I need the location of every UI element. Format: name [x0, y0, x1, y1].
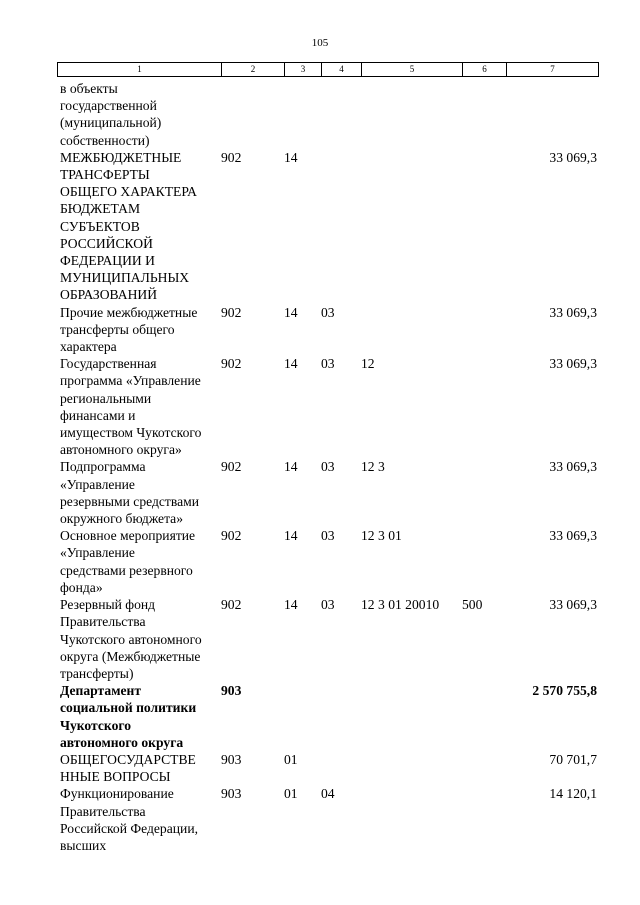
expense-type-code: 500 — [462, 597, 483, 613]
row-name-line: Российской Федерации, — [60, 820, 198, 836]
row-name-line: «Управление — [60, 545, 135, 561]
row-name-line: Прочие межбюджетные — [60, 304, 198, 320]
row-name-line: Департамент — [60, 683, 142, 699]
amount: 33 069,3 — [549, 356, 597, 372]
column-number-header — [57, 62, 599, 77]
row-name-line: Правительства — [60, 803, 146, 819]
row-name-line: ТРАНСФЕРТЫ — [60, 167, 150, 183]
header-col-5: 5 — [362, 63, 463, 77]
row-name-line: трансферты) — [60, 665, 134, 681]
table-row — [57, 596, 598, 682]
table-row — [57, 304, 598, 356]
section-code: 14 — [284, 597, 298, 613]
row-name — [57, 785, 221, 854]
table-row — [57, 80, 598, 149]
target-article-code: 12 3 01 20010 — [361, 597, 440, 613]
target-article-code: 12 3 — [361, 459, 385, 475]
table-row — [57, 355, 598, 458]
row-name-line: (муниципальной) — [60, 115, 162, 131]
ministry-code: 902 — [221, 356, 242, 372]
ministry-code: 903 — [221, 751, 242, 767]
ministry-code: 902 — [221, 149, 242, 165]
table-row — [57, 458, 598, 527]
subsection-code: 03 — [321, 597, 335, 613]
amount: 33 069,3 — [549, 304, 597, 320]
table-row — [57, 751, 598, 785]
row-name-line: Функционирование — [60, 786, 174, 802]
header-col-1: 1 — [58, 63, 222, 77]
section-code — [284, 682, 321, 751]
row-name-line: «Управление — [60, 476, 135, 492]
row-name-line: региональными — [60, 390, 152, 406]
row-name-line: ОБРАЗОВАНИЙ — [60, 287, 158, 303]
row-name-line: ФЕДЕРАЦИИ И — [60, 253, 155, 269]
row-name-line: имуществом Чукотского — [60, 425, 202, 441]
row-name-line: трансферты общего — [60, 321, 175, 337]
amount: 70 701,7 — [549, 751, 597, 767]
ministry-code: 903 — [221, 683, 242, 699]
target-article-code — [361, 682, 462, 751]
row-name-line: МУНИЦИПАЛЬНЫХ — [60, 270, 190, 286]
subsection-code: 03 — [321, 304, 335, 320]
section-code: 14 — [284, 304, 298, 320]
section-code — [284, 80, 321, 149]
expense-type-code — [462, 458, 506, 527]
amount: 33 069,3 — [549, 459, 597, 475]
table-row — [57, 682, 598, 751]
expense-type-code — [462, 149, 506, 304]
row-name-line: Государственная — [60, 356, 157, 372]
row-name-line: собственности) — [60, 132, 150, 148]
subsection-code: 04 — [321, 786, 335, 802]
row-name-line: Чукотского автономного — [60, 631, 202, 647]
row-name-line: финансами и — [60, 407, 136, 423]
subsection-code: 03 — [321, 528, 335, 544]
section-code: 14 — [284, 356, 298, 372]
row-name-line: в объекты — [60, 81, 118, 96]
row-name-line: ОБЩЕГО ХАРАКТЕРА — [60, 184, 197, 200]
row-name-line: РОССИЙСКОЙ — [60, 235, 153, 251]
row-name-line: Основное мероприятие — [60, 528, 196, 544]
expense-type-code — [462, 785, 506, 854]
header-col-2: 2 — [222, 63, 285, 77]
table-row — [57, 527, 598, 596]
row-name-line: округа (Межбюджетные — [60, 648, 201, 664]
row-name-line: высших — [60, 837, 107, 853]
subsection-code — [321, 751, 361, 785]
target-article-code: 12 — [361, 356, 375, 372]
row-name — [57, 355, 221, 458]
amount: 33 069,3 — [549, 597, 597, 613]
target-article-code — [361, 751, 462, 785]
amount: 2 570 755,8 — [532, 683, 597, 699]
header-col-6: 6 — [463, 63, 507, 77]
header-col-4: 4 — [322, 63, 362, 77]
row-name-line: Чукотского — [60, 717, 132, 733]
ministry-code: 902 — [221, 597, 242, 613]
row-name-line: БЮДЖЕТАМ — [60, 201, 141, 217]
budget-table-body — [57, 80, 598, 854]
expense-type-code — [462, 751, 506, 785]
row-name-line: МЕЖБЮДЖЕТНЫЕ — [60, 149, 182, 165]
section-code: 01 — [284, 751, 298, 767]
ministry-code — [221, 80, 284, 149]
section-code: 14 — [284, 149, 298, 165]
target-article-code: 12 3 01 — [361, 528, 402, 544]
expense-type-code — [462, 80, 506, 149]
expense-type-code — [462, 682, 506, 751]
row-name-line: Резервный фонд — [60, 597, 156, 613]
subsection-code: 03 — [321, 459, 335, 475]
target-article-code — [361, 80, 462, 149]
row-name-line: государственной — [60, 98, 157, 114]
row-name — [57, 304, 221, 356]
row-name-line: СУБЪЕКТОВ — [60, 218, 140, 234]
page-number: 105 — [311, 37, 329, 49]
row-name — [57, 458, 221, 527]
row-name — [57, 596, 221, 682]
target-article-code — [361, 785, 462, 854]
row-name-line: Подпрограмма — [60, 459, 146, 475]
amount: 33 069,3 — [549, 149, 597, 165]
row-name-line: ОБЩЕГОСУДАРСТВЕ — [60, 751, 196, 767]
ministry-code: 902 — [221, 459, 242, 475]
expense-type-code — [462, 355, 506, 458]
subsection-code — [321, 682, 361, 751]
row-name — [57, 751, 221, 785]
header-col-7: 7 — [507, 63, 599, 77]
row-name-line: фонда» — [60, 579, 103, 595]
expense-type-code — [462, 304, 506, 356]
ministry-code: 902 — [221, 528, 242, 544]
row-name-line: средствами резервного — [60, 562, 193, 578]
header-col-3: 3 — [285, 63, 322, 77]
section-code: 01 — [284, 786, 298, 802]
subsection-code — [321, 80, 361, 149]
row-name-line: резервными средствами — [60, 493, 200, 509]
row-name-line: автономного округа» — [60, 442, 182, 458]
ministry-code: 902 — [221, 304, 242, 320]
row-name-line: Правительства — [60, 614, 146, 630]
row-name-line: характера — [60, 339, 117, 355]
section-code: 14 — [284, 528, 298, 544]
row-name-line: социальной политики — [60, 700, 197, 716]
section-code: 14 — [284, 459, 298, 475]
target-article-code — [361, 149, 462, 304]
row-name — [57, 80, 221, 149]
row-name-line: программа «Управление — [60, 373, 201, 389]
subsection-code — [321, 149, 361, 304]
target-article-code — [361, 304, 462, 356]
ministry-code: 903 — [221, 786, 242, 802]
table-row — [57, 149, 598, 304]
row-name — [57, 527, 221, 596]
row-name — [57, 149, 221, 304]
table-row — [57, 785, 598, 854]
row-name-line: окружного бюджета» — [60, 511, 184, 527]
expense-type-code — [462, 527, 506, 596]
amount: 14 120,1 — [549, 786, 597, 802]
amount — [506, 80, 598, 149]
row-name — [57, 682, 221, 751]
row-name-line: автономного округа — [60, 734, 184, 750]
subsection-code: 03 — [321, 356, 335, 372]
amount: 33 069,3 — [549, 528, 597, 544]
row-name-line: ННЫЕ ВОПРОСЫ — [60, 769, 171, 785]
